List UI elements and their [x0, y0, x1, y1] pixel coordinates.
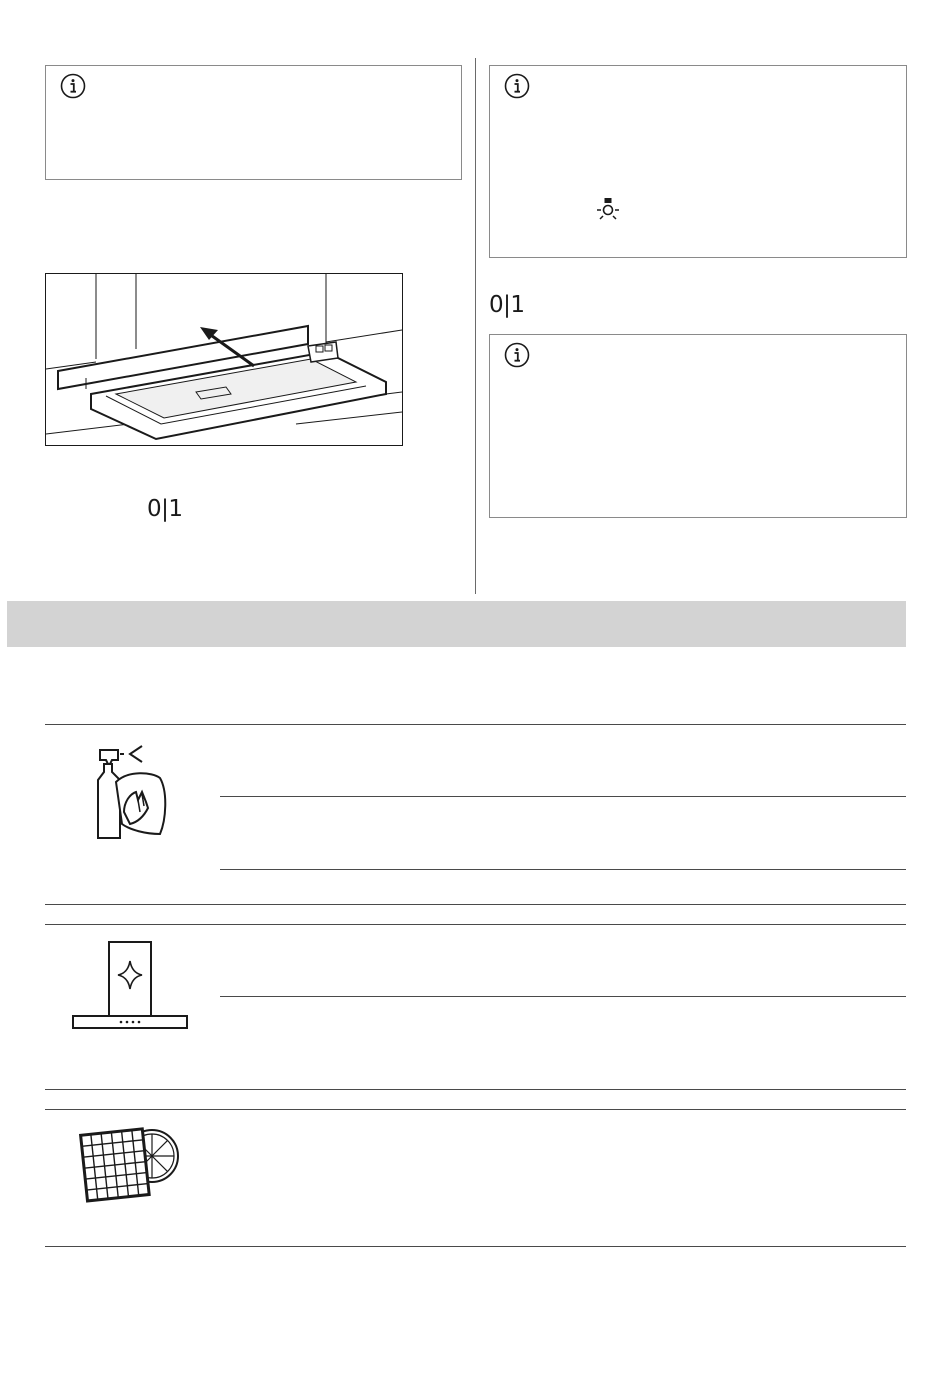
table-rule [45, 1246, 906, 1247]
hood-shine-icon [72, 941, 188, 1031]
hood-slide-out-illustration [45, 273, 403, 446]
table-rule [45, 904, 906, 905]
table-rule [45, 1089, 906, 1090]
sub-row-rule [220, 869, 906, 870]
light-bulb-icon [596, 197, 620, 223]
table-rule [45, 1109, 906, 1110]
spray-cloth-cleaning-icon [94, 742, 168, 842]
hood-drawing [46, 274, 402, 445]
switch-symbol-left: 0|1 [147, 496, 183, 522]
sub-row-rule [220, 796, 906, 797]
sub-row-rule [220, 996, 906, 997]
info-box-light [489, 65, 907, 258]
info-icon [504, 73, 530, 99]
info-icon [504, 342, 530, 368]
table-rule [45, 924, 906, 925]
info-box-left [45, 65, 462, 180]
column-divider [475, 58, 476, 594]
info-box-switch [489, 334, 907, 518]
grease-charcoal-filter-icon [78, 1120, 182, 1206]
info-icon [60, 73, 86, 99]
table-rule [45, 724, 906, 725]
switch-symbol-right: 0|1 [489, 292, 525, 318]
section-header-bar [7, 601, 906, 647]
